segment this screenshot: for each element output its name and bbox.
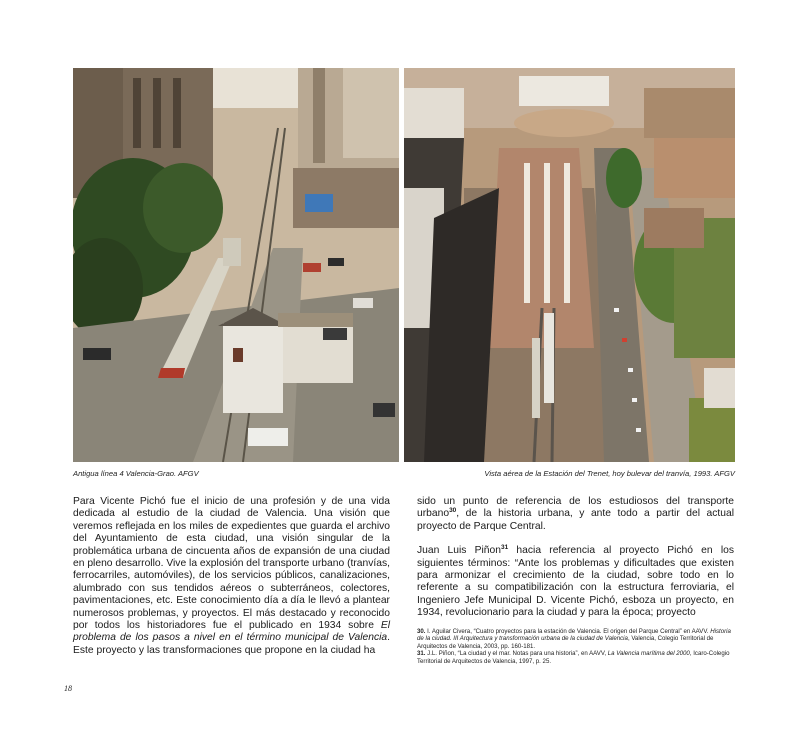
footnote-number: 30. (417, 627, 426, 635)
footnote-ref-31: 31 (500, 544, 509, 552)
aerial-photo-illustration (404, 68, 735, 462)
photo-tram-line (73, 68, 399, 462)
footnote-text: , Valencia, Colegio Territorial de Arquitectos de Valencia, 2003, pp. 160-181. (417, 635, 714, 650)
paragraph-text: . Este proyecto y las transformaciones que propone en la ciudad ha (73, 632, 390, 656)
paragraph (417, 545, 734, 619)
footnote-number: 31. (417, 650, 426, 658)
photo-station-aerial (404, 68, 735, 462)
paragraph-text: sido un punto de referencia de los estudiosos del transporte urbano (417, 496, 734, 520)
footnote-text: I. Aguilar Civera, “Cuatro proyectos para la estación de Valencia. El origen del Parque Central” en AAVV. (425, 627, 711, 635)
footnote-text: , Icaro-Colegio Territorial de Arquitectos de Valencia, 1997, p. 25. (417, 650, 730, 666)
footnote-ref-30: 30 (449, 507, 457, 515)
paragraph-text: , de la historia urbana, y ante todo a partir del actual proyecto de Parque Central. (417, 508, 734, 532)
footnote (417, 650, 734, 665)
footnote-title: La Valencia marítima del 2000 (607, 650, 690, 658)
caption-left: Antigua línea 4 Valencia-Grao. AFGV (73, 469, 199, 478)
publication-title: El problema de los pasos a nivel en el término municipal de Valencia (73, 620, 390, 644)
page-number: 18 (64, 684, 72, 693)
footnote (417, 628, 734, 651)
tram-photo-illustration (73, 68, 399, 462)
footnote-text: J.L. Piñon, “La ciudad y el mar. Notas para una historia”, en AAVV, (425, 650, 608, 658)
body-column-right (417, 496, 734, 666)
paragraph-text: Juan Luis Piñon (417, 545, 501, 557)
footnote-title: Historia de la ciudad. III Arquitectura y transformación urbana de la ciudad de Valencia (417, 627, 731, 643)
paragraph-text: Para Vicente Pichó fue el inicio de una profesión y de una vida dedicada al estudio de la ciudad de Valencia. Una visión que veremos reflejada en los miles de expedientes que guarda el archivo del Ayuntamiento de esta ciudad, una visión singular de la problemática urbana de cincuenta años de expansión de una ciudad en pleno desarrollo. Vive la explosión del transporte urbano (tranvías, ferrocarriles, automóviles), de los servicios públicos, canalizaciones, alumbrado con sus tendidos aéreos o subterráneos, colectores, pavimentaciones, etc. Este conocimiento día a día le llevó a plantear numerosos problemas, y proyectos. El más destacado y reconocido por todos los historiadores fue el publicado en 1934 sobre (73, 496, 390, 632)
footnotes (417, 628, 734, 666)
paragraph-text: hacia referencia al proyecto Pichó en los siguientes términos: “Ante los problemas y dificultades que existen para armonizar el crecimiento de la ciudad, sobre todo en lo referente a su compatibilización con la estructura ferroviaria, el Ingeniero Jefe Municipal D. Vicente Pichó, esboza un proyecto, en 1934, revolucionario para la ciudad y para la época; proyecto (417, 545, 734, 619)
paragraph (417, 496, 734, 533)
caption-right: Vista aérea de la Estación del Trenet, hoy bulevar del tranvía, 1993. AFGV (484, 469, 735, 478)
paragraph (73, 496, 390, 657)
body-column-left (73, 496, 390, 657)
